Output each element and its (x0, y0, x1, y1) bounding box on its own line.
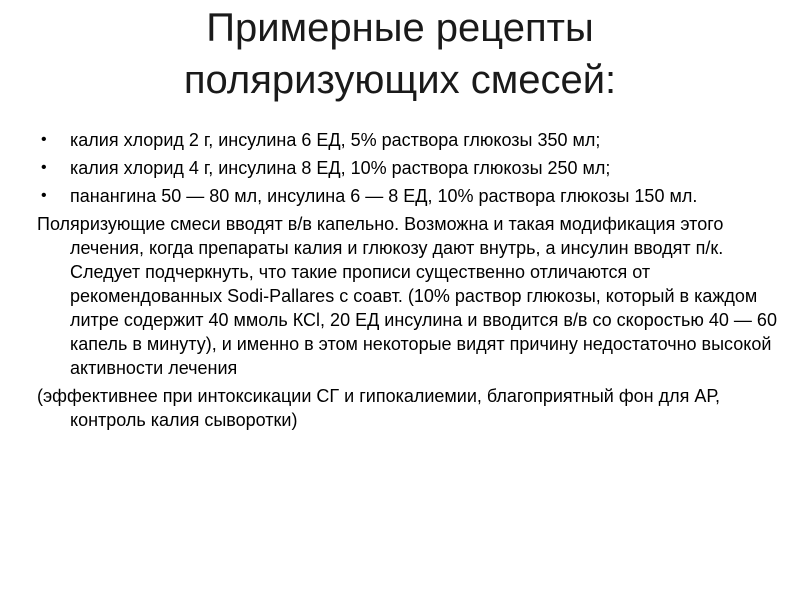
recipe-text: калия хлорид 4 г, инсулина 8 ЕД, 10% раствора глюкозы 250 мл; (70, 158, 611, 178)
slide-title-line-2: поляризующих смесей: (183, 58, 617, 102)
recipe-list (37, 128, 777, 208)
recipe-text: панангина 50 — 80 мл, инсулина 6 — 8 ЕД, 10% раствора глюкозы 150 мл. (70, 186, 698, 206)
slide-content (37, 128, 777, 436)
recipe-item (37, 184, 777, 208)
slide-title (0, 2, 800, 106)
recipe-item (37, 128, 777, 152)
administration-paragraph: Поляризующие смеси вводят в/в капельно. Возможна и такая модификация этого лечения, когда препараты калия и глюкозу дают внутрь, а инсулин вводят п/к. Следует подчеркнуть, что такие прописи существенно отличаются от рекомендованных Sodi-Pallares с соавт. (10% раствор глюкозы, который в каждом литре содержит 40 ммоль КСl, 20 ЕД инсулина и вводится в/в со скоростью 40 — 60 капель в минуту), и именно в этом некоторые видят причину недостаточно высокой активности лечения (37, 214, 777, 378)
recipe-item (37, 156, 777, 180)
bullet-icon: • (41, 131, 47, 148)
indications-paragraph: (эффективнее при интоксикации СГ и гипокалиемии, благоприятный фон для АР, контроль калия сыворотки) (37, 386, 720, 430)
slide-title-line-1: Примерные рецепты (206, 6, 594, 50)
bullet-icon: • (41, 159, 47, 176)
bullet-icon: • (41, 187, 47, 204)
recipe-text: калия хлорид 2 г, инсулина 6 ЕД, 5% раствора глюкозы 350 мл; (70, 130, 601, 150)
